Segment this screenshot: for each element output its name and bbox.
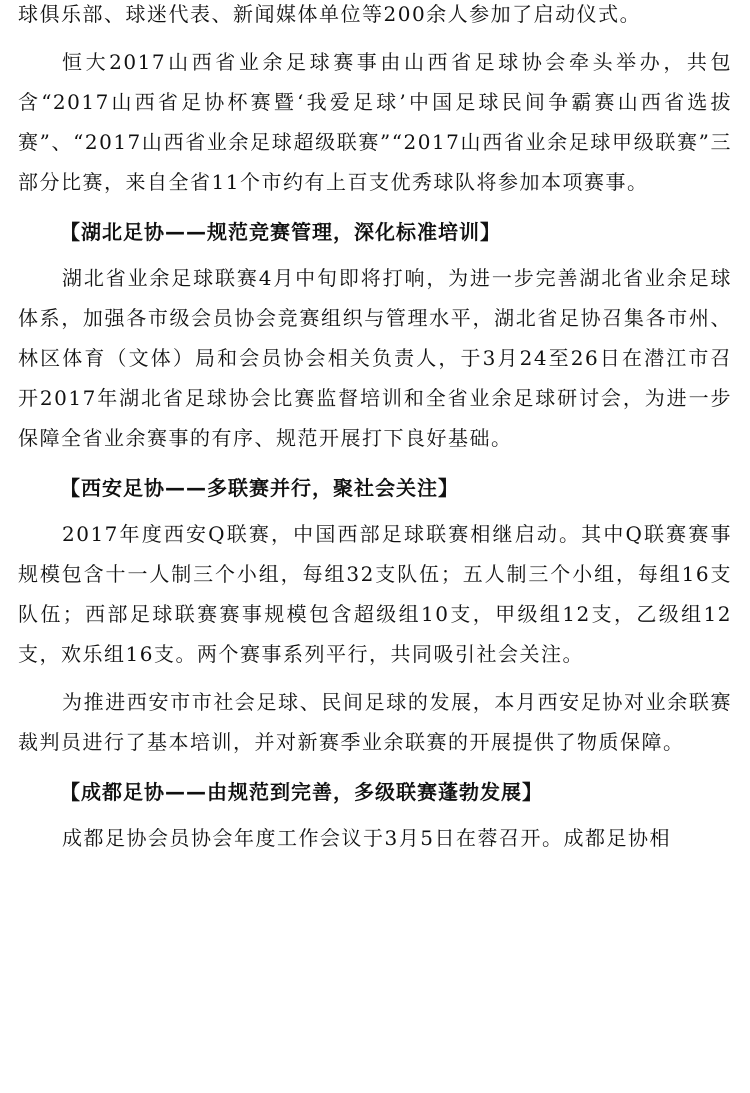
intro-paragraph-tail: 球俱乐部、球迷代表、新闻媒体单位等200余人参加了启动仪式。 bbox=[18, 2, 642, 26]
section-heading-xian: 【西安足协——多联赛并行，聚社会关注】 bbox=[60, 476, 459, 500]
chengdu-paragraph: 成都足协会员协会年度工作会议于3月5日在蓉召开。成都足协相 bbox=[62, 826, 671, 850]
xian-paragraph-leagues: 2017年度西安Q联赛，中国西部足球联赛相继启动。其中Q联赛赛事规模包含十一人制三个小组，每组32支队伍；五人制三个小组，每组16支队伍；西部足球联赛赛事规模包含超级组10支，甲级组12支，乙级组12支，欢乐组16支。两个赛事系列平行，共同吸引社会关注。 bbox=[18, 522, 732, 666]
hubei-paragraph: 湖北省业余足球联赛4月中旬即将打响，为进一步完善湖北省业余足球体系，加强各市级会员协会竞赛组织与管理水平，湖北省足协召集各市州、林区体育（文体）局和会员协会相关负责人，于3月24至26日在潜江市召开2017年湖北省足球协会比赛监督培训和全省业余足球研讨会，为进一步保障全省业余赛事的有序、规范开展打下良好基础。 bbox=[18, 266, 732, 450]
xian-paragraph-training: 为推进西安市市社会足球、民间足球的发展，本月西安足协对业余联赛裁判员进行了基本培训，并对新赛季业余联赛的开展提供了物质保障。 bbox=[18, 690, 732, 754]
section-chengdu bbox=[18, 772, 732, 858]
section-xian bbox=[18, 468, 732, 762]
section-heading-chengdu: 【成都足协——由规范到完善，多级联赛蓬勃发展】 bbox=[60, 780, 543, 804]
section-hubei bbox=[18, 212, 732, 458]
shanxi-paragraph: 恒大2017山西省业余足球赛事由山西省足球协会牵头举办，共包含“2017山西省足协杯赛暨‘我爱足球’中国足球民间争霸赛山西省选拔赛”、“2017山西省业余足球超级联赛”“2017山西省业余足球甲级联赛”三部分比赛，来自全省11个市约有上百支优秀球队将参加本项赛事。 bbox=[18, 50, 732, 194]
section-heading-hubei: 【湖北足协——规范竞赛管理，深化标准培训】 bbox=[60, 220, 501, 244]
